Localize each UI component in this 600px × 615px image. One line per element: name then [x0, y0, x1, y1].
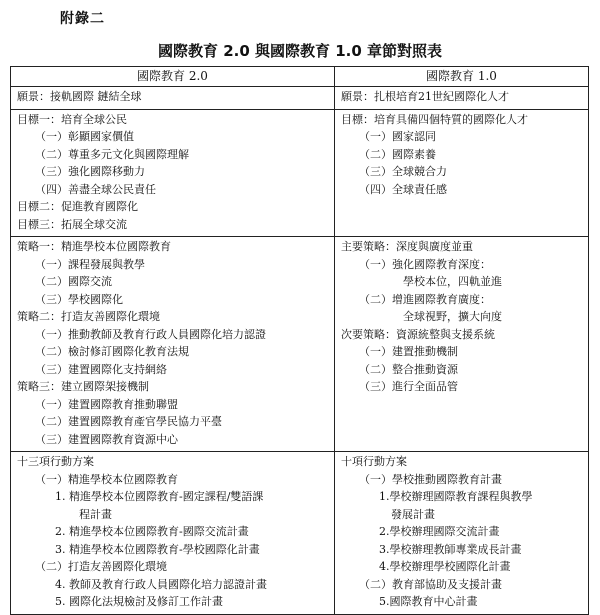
- action-item-cont: 發展計畫: [391, 507, 435, 521]
- action-item: 1. 精進學校本位國際教育-國定課程/雙語課: [55, 490, 264, 503]
- comparison-table: [10, 66, 589, 615]
- goal-item: （二）尊重多元文化與國際理解: [35, 147, 189, 161]
- goal-item: （一）彰顯國家價值: [35, 130, 134, 143]
- strategies-1-cell: [335, 237, 589, 452]
- actions-2-cell: [11, 452, 335, 615]
- goal-heading: 目標二：促進教育國際化: [17, 200, 138, 213]
- document-title: 國際教育 2.0 與國際教育 1.0 章節對照表: [157, 42, 443, 60]
- action-item-cont: 程計畫: [79, 507, 112, 521]
- vision-2-text: 願景：接軌國際 鏈結全球: [17, 90, 142, 103]
- action-item: 4. 教師及教育行政人員國際化培力認證計畫: [55, 577, 267, 591]
- strategy-heading: 主要策略：深度與廣度並重: [341, 240, 473, 253]
- vision-1-text: 願景：扎根培育21世紀國際化人才: [341, 90, 509, 103]
- action-group: （一）精進學校本位國際教育: [35, 472, 178, 486]
- goal-heading: 目標三：拓展全球交流: [17, 217, 127, 231]
- table-row-strategies: [11, 237, 589, 452]
- table-row-vision: [11, 87, 589, 110]
- action-item: 5. 國際化法規檢討及修訂工作計畫: [55, 595, 223, 608]
- goal-item: （四）善盡全球公民責任: [35, 182, 156, 196]
- strategy-heading: 策略三：建立國際架接機制: [17, 380, 149, 393]
- appendix-label: 附錄二: [60, 11, 105, 27]
- strategy-item: （三）建置國際教育資源中心: [35, 432, 178, 446]
- strategy-item: （一）建置推動機制: [359, 345, 458, 358]
- action-item: 5.國際教育中心計畫: [379, 595, 478, 608]
- action-item: 2.學校辦理國際交流計畫: [379, 525, 500, 538]
- strategy-item: （一）推動教師及教育行政人員國際化培力認證: [35, 327, 266, 341]
- strategy-item: （三）學校國際化: [35, 292, 123, 306]
- goal-item: （三）強化國際移動力: [35, 165, 145, 178]
- goal-item: （三）全球競合力: [359, 165, 447, 178]
- strategy-item: （一）課程發展與教學: [35, 257, 145, 271]
- strategy-subitem: 全球視野，擴大向度: [403, 310, 502, 323]
- strategy-item: （一）建置國際教育推動聯盟: [35, 397, 178, 411]
- header-iee-1: 國際教育 1.0: [335, 67, 589, 87]
- strategy-item: （三）建置國際化支持網絡: [35, 362, 167, 376]
- goals-1-cell: [335, 109, 589, 237]
- action-item: 3.學校辦理教師專業成長計畫: [379, 542, 522, 556]
- strategy-item: （一）強化國際教育深度：: [359, 257, 491, 271]
- goal-item: （一）國家認同: [359, 130, 436, 143]
- action-item: 4.學校辦理學校國際化計畫: [379, 560, 511, 573]
- strategy-item: （二）國際交流: [35, 275, 112, 288]
- actions-1-cell: [335, 452, 589, 615]
- strategy-heading: 策略一：精進學校本位國際教育: [17, 240, 171, 253]
- strategy-item: （三）進行全面品管: [359, 380, 458, 393]
- strategy-heading: 策略二：打造友善國際化環境: [17, 310, 160, 323]
- goals-2-cell: [11, 109, 335, 237]
- action-group: （二）打造友善國際化環境: [35, 560, 167, 573]
- action-heading: 十項行動方案: [341, 455, 407, 468]
- goal-heading: 目標一：培育全球公民: [17, 112, 127, 126]
- strategy-item: （二）增進國際教育廣度：: [359, 292, 491, 306]
- action-item: 1.學校辦理國際教育課程與教學: [379, 490, 533, 503]
- action-item: 3. 精進學校本位國際教育-學校國際化計畫: [55, 542, 260, 556]
- table-header-row: [11, 67, 589, 87]
- header-iee-2: 國際教育 2.0: [11, 67, 335, 87]
- action-heading: 十三項行動方案: [17, 455, 94, 468]
- action-group: （一）學校推動國際教育計畫: [359, 472, 502, 486]
- goal-item: （二）國際素養: [359, 147, 436, 161]
- strategy-item: （二）建置國際教育產官學民協力平臺: [35, 415, 222, 428]
- action-group: （二）教育部協助及支援計畫: [359, 577, 502, 591]
- goal-item: （四）全球責任感: [359, 182, 447, 196]
- goal-heading: 目標：培育具備四個特質的國際化人才: [341, 112, 528, 126]
- table-row-goals: [11, 109, 589, 237]
- strategy-item: （二）整合推動資源: [359, 362, 458, 376]
- action-item: 2. 精進學校本位國際教育-國際交流計畫: [55, 525, 249, 538]
- strategy-heading: 次要策略：資源統整與支援系統: [341, 327, 495, 341]
- table-row-action-plans: [11, 452, 589, 615]
- strategies-2-cell: [11, 237, 335, 452]
- strategy-item: （二）檢討修訂國際化教育法規: [35, 345, 189, 358]
- strategy-subitem: 學校本位，四軌並進: [403, 275, 502, 288]
- vision-1-cell: [335, 87, 589, 110]
- vision-2-cell: [11, 87, 335, 110]
